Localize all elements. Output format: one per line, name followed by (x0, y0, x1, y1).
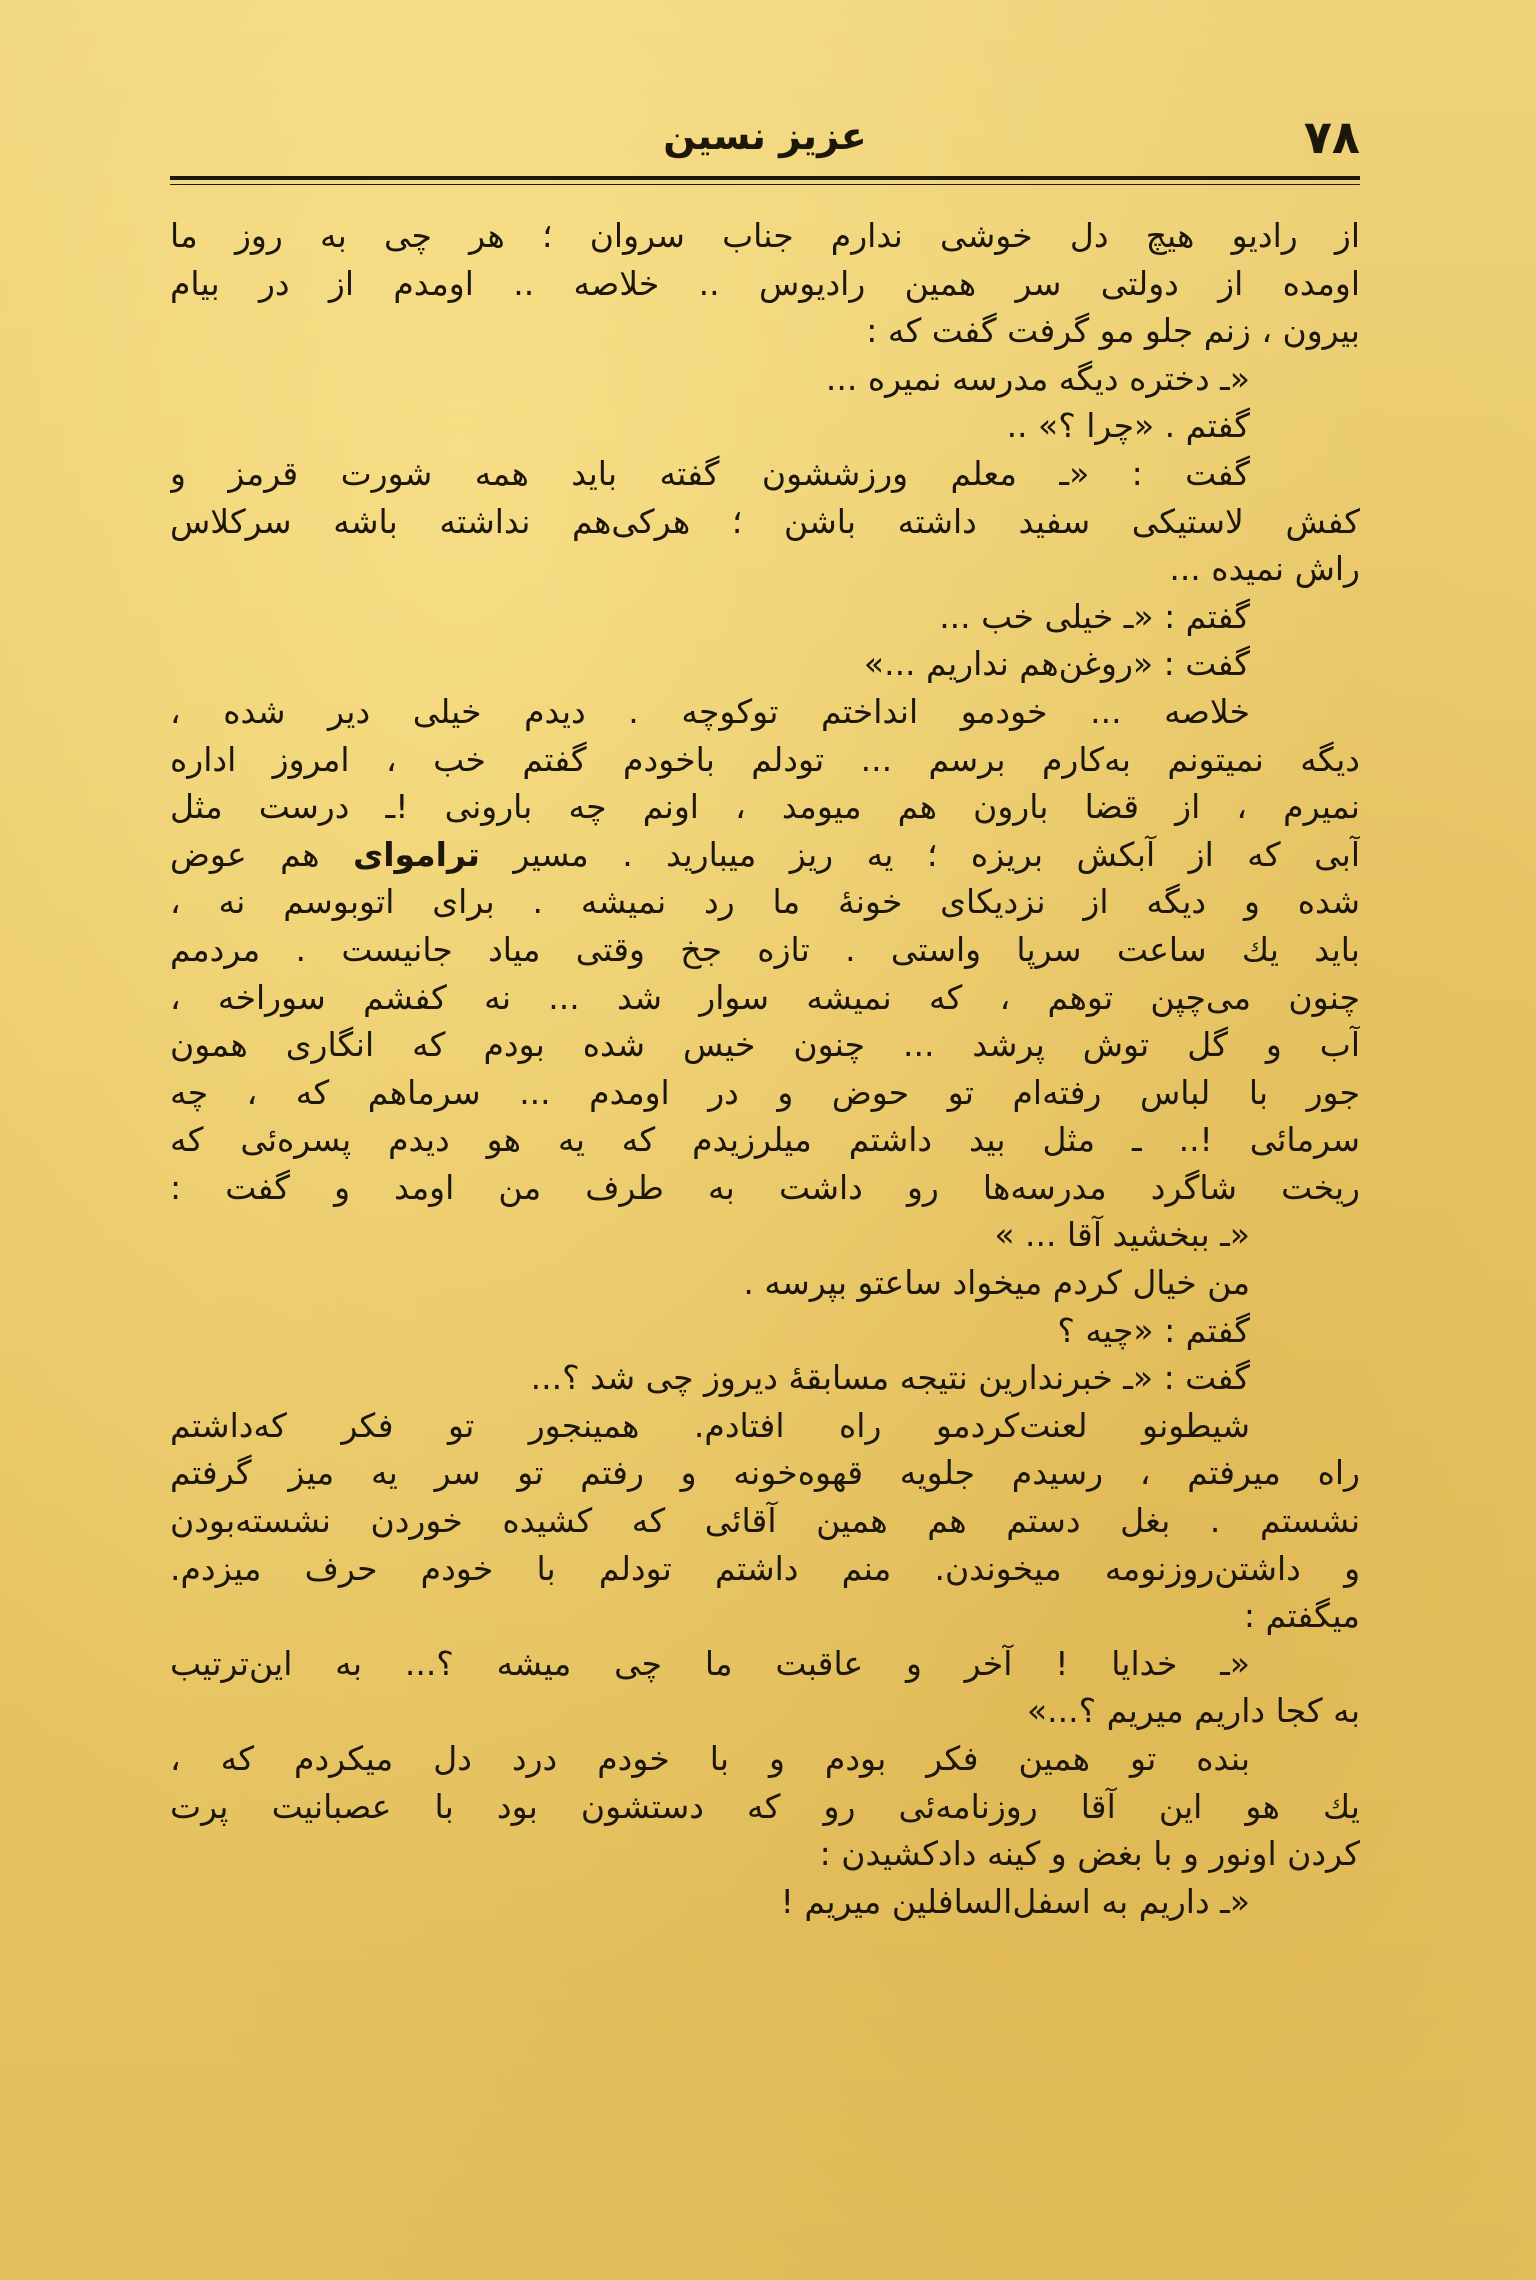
line-text: راش نمیده ... (1169, 549, 1360, 589)
line-text: باید یك ساعت سرپا واستی . تازه جخ وقتی میاد جانیست . مردمم (170, 929, 1360, 969)
text-line (170, 831, 1360, 879)
text-line (170, 736, 1360, 784)
line-text-tail: هم عوض (170, 834, 320, 874)
line-text: آبی که از آبکش بریزه ؛ یه ریز میبارید . مسیر (513, 834, 1360, 874)
line-text: «ـ ببخشید آقا ... » (994, 1215, 1250, 1255)
body-text (170, 212, 1360, 1925)
line-text: بنده تو همین فکر بودم و با خودم درد دل میکردم که ، (170, 1739, 1250, 1778)
line-text: ریخت شاگرد مدرسه‌ها رو داشت به طرف من اومد و گفت : (170, 1167, 1360, 1207)
line-text: کردن اونور و با بغض و کینه دادکشیدن : (819, 1834, 1360, 1874)
text-line (170, 1069, 1360, 1117)
text-line (170, 640, 1360, 688)
line-text: شیطونو لعنت‌کردمو راه افتادم. همینجور تو فکر که‌داشتم (170, 1405, 1250, 1445)
line-text: آب و گل توش پرشد ... چنون خیس شده بودم که انگاری همون (170, 1025, 1360, 1065)
line-text: گفت : «ـ خبرندارین نتیجه مسابقهٔ دیروز چی شد ؟... (530, 1358, 1250, 1398)
header-rule-thin (170, 184, 1360, 185)
text-line (170, 1402, 1360, 1450)
text-line (170, 974, 1360, 1022)
line-text: گفت : «روغن‌هم نداریم ...» (863, 644, 1250, 684)
line-text: چنون می‌چپن توهم ، که نمیشه سوار شد ... نه کفشم سوراخه ، (170, 977, 1360, 1017)
text-line (170, 1164, 1360, 1212)
line-text: گفت : «ـ معلم ورزششون گفته باید همه شورت قرمز و (170, 453, 1250, 493)
text-line (170, 1021, 1360, 1069)
text-line (170, 307, 1360, 355)
text-line (170, 688, 1360, 736)
line-text: اومده از دولتی سر همین رادیوس .. خلاصه .. اومدم از در بیام (170, 263, 1360, 303)
text-line (170, 878, 1360, 926)
text-line (170, 1449, 1360, 1497)
text-line (170, 1545, 1360, 1593)
line-text: سرمائی !.. ـ مثل بید داشتم میلرزیدم که یه هو دیدم پسره‌ئی که (170, 1120, 1360, 1160)
text-line (170, 1497, 1360, 1545)
text-line (170, 498, 1360, 546)
line-text: نشستم . بغل دستم هم همین آقائی که کشیده خوردن نشسته‌بودن (170, 1501, 1360, 1541)
line-text: راه میرفتم ، رسیدم جلویه قهوه‌خونه و رفتم تو سر یه میز گرفتم (170, 1453, 1360, 1493)
text-line (170, 1211, 1360, 1259)
text-line (170, 355, 1360, 403)
line-text: «ـ داریم به اسفل‌السافلین میریم ! (780, 1881, 1250, 1921)
text-line (170, 450, 1360, 498)
page-header (170, 110, 1360, 174)
text-line (170, 545, 1360, 593)
text-line (170, 1592, 1360, 1640)
text-line (170, 783, 1360, 831)
text-line (170, 1735, 1360, 1783)
text-line (170, 1354, 1360, 1402)
line-text: دیگه نمیتونم به‌کارم برسم ... تودلم باخودم گفتم خب ، امروز اداره (170, 739, 1360, 779)
line-text: بیرون ، زنم جلو مو گرفت گفت که : (866, 311, 1360, 351)
text-line (170, 1783, 1360, 1831)
line-text: یك هو این آقا روزنامه‌ئی رو که دستشون بود با عصبانیت پرت (170, 1786, 1360, 1826)
line-text: نمیرم ، از قضا بارون هم میومد ، اونم چه بارونی !ـ درست مثل (170, 787, 1360, 827)
text-line (170, 593, 1360, 641)
line-text: از رادیو هیچ دل خوشی ندارم جناب سروان ؛ هر چی به روز ما (170, 216, 1360, 255)
text-line (170, 402, 1360, 450)
text-line (170, 1307, 1360, 1355)
line-text: «ـ دختره دیگه مدرسه نمیره ... (825, 358, 1250, 398)
line-text: گفتم : «چیه ؟ (1057, 1310, 1250, 1350)
text-line (170, 1878, 1360, 1926)
text-line (170, 212, 1360, 260)
line-text: «ـ خدایا ! آخر و عاقبت ما چی میشه ؟... به این‌ترتیب (170, 1643, 1250, 1683)
line-text: به کجا داریم میریم ؟...» (1026, 1691, 1360, 1731)
page-number: ۷۸ (1303, 110, 1360, 164)
text-line (170, 1640, 1360, 1688)
line-text: گفتم : «ـ خیلی خب ... (939, 596, 1250, 636)
text-line (170, 1116, 1360, 1164)
text-line (170, 1830, 1360, 1878)
line-text: شده و دیگه از نزدیکای خونهٔ ما رد نمیشه . برای اتوبوسم نه ، (170, 882, 1360, 922)
text-line (170, 926, 1360, 974)
text-line (170, 1259, 1360, 1307)
line-text: و داشتن‌روزنومه میخوندن. منم داشتم تودلم با خودم حرف میزدم. (170, 1548, 1360, 1588)
line-text: میگفتم : (1243, 1596, 1360, 1636)
line-text: خلاصه ... خودمو انداختم توکوچه . دیدم خیلی دیر شده ، (170, 691, 1250, 731)
text-line (170, 260, 1360, 308)
line-text: من خیال کردم میخواد ساعتو بپرسه . (743, 1263, 1250, 1303)
header-rule (170, 176, 1360, 180)
line-text: جور با لباس رفته‌ام تو حوض و در اومدم ... سرماهم که ، چه (170, 1072, 1360, 1112)
line-text: گفتم . «چرا ؟» .. (1006, 406, 1250, 446)
bold-word: تراموای (353, 834, 480, 874)
running-title: عزیز نسین (663, 114, 867, 158)
line-text: کفش لاستیکی سفید داشته باشن ؛ هرکی‌هم نداشته باشه سرکلاس (170, 501, 1360, 541)
text-line (170, 1687, 1360, 1735)
